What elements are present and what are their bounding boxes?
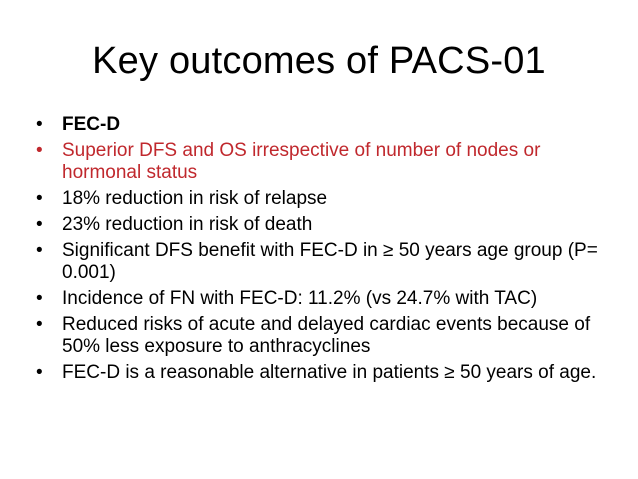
bullet-item xyxy=(36,314,606,358)
bullet-glyph: • xyxy=(36,214,43,235)
bullet-item xyxy=(36,214,606,236)
bullet-item xyxy=(36,288,606,310)
bullet-text: FEC-D is a reasonable alternative in patients ≥ 50 years of age. xyxy=(62,362,597,383)
bullet-text: Reduced risks of acute and delayed cardiac events because of 50% less exposure to anthracyclines xyxy=(62,314,591,357)
bullet-list xyxy=(36,114,606,388)
bullet-glyph: • xyxy=(36,240,43,261)
bullet-glyph: • xyxy=(36,288,43,309)
bullet-text: 18% reduction in risk of relapse xyxy=(62,188,328,209)
bullet-text: Incidence of FN with FEC-D: 11.2% (vs 24.7% with TAC) xyxy=(62,288,538,309)
bullet-glyph: • xyxy=(36,140,43,161)
bullet-text: Superior DFS and OS irrespective of number of nodes or hormonal status xyxy=(62,140,541,183)
bullet-item xyxy=(36,140,606,184)
bullet-glyph: • xyxy=(36,114,43,135)
bullet-glyph: • xyxy=(36,314,43,335)
bullet-glyph: • xyxy=(36,362,43,383)
bullet-text: 23% reduction in risk of death xyxy=(62,214,313,235)
bullet-item xyxy=(36,114,606,136)
bullet-item xyxy=(36,362,606,384)
bullet-item xyxy=(36,240,606,284)
slide-title: Key outcomes of PACS-01 xyxy=(92,40,546,82)
bullet-text: FEC-D xyxy=(62,114,121,135)
bullet-item xyxy=(36,188,606,210)
bullet-glyph: • xyxy=(36,188,43,209)
bullet-text: Significant DFS benefit with FEC-D in ≥ 50 years age group (P= 0.001) xyxy=(62,240,598,283)
